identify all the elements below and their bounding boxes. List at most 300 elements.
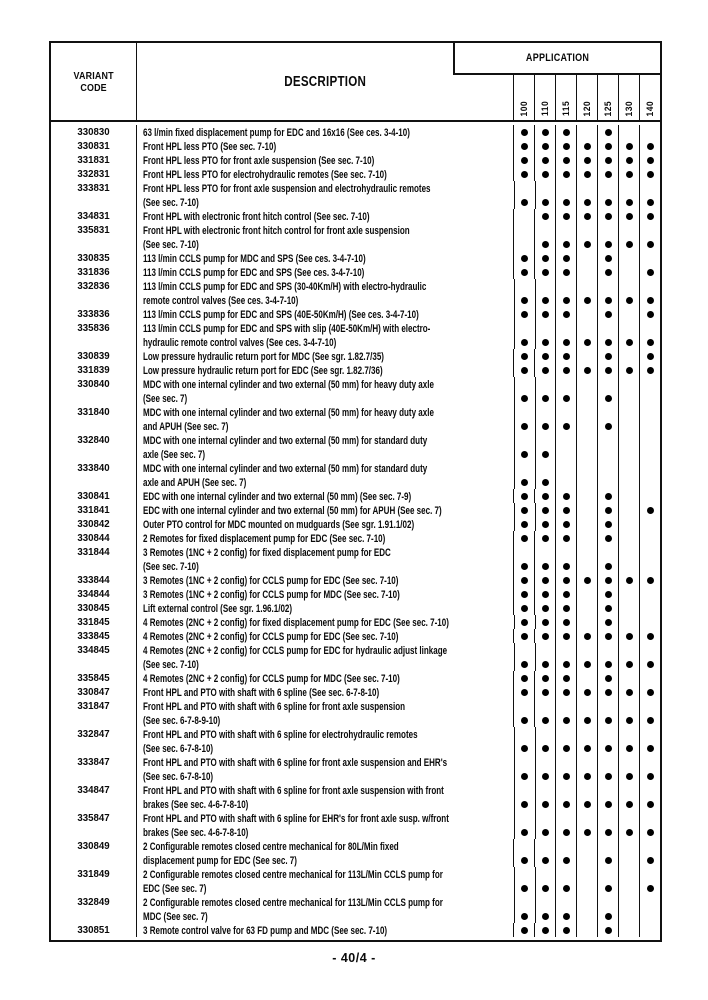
description-cell — [137, 181, 514, 209]
application-cell-100 — [513, 531, 534, 545]
application-dot — [542, 857, 549, 864]
application-cell-115 — [555, 307, 576, 321]
application-cell-120 — [576, 377, 597, 405]
application-dot — [605, 885, 612, 892]
variant-code-cell — [51, 321, 137, 349]
description-line: 2 Configurable remotes closed centre mechanical for 80L/Min fixed — [142, 841, 399, 853]
application-cell-100 — [513, 587, 534, 601]
application-cell-120 — [576, 783, 597, 811]
app-column-label: 120 — [581, 100, 593, 117]
description-cell — [137, 279, 514, 307]
variant-code-value: 333845 — [77, 630, 110, 642]
application-dot — [647, 157, 654, 164]
application-dot — [563, 717, 570, 724]
variant-code-cell — [51, 489, 137, 503]
application-dot — [521, 493, 528, 500]
application-dot — [563, 423, 570, 430]
application-cell-125 — [597, 671, 618, 685]
application-cell-110 — [534, 545, 555, 573]
table-row — [51, 209, 660, 223]
table-row — [51, 223, 660, 251]
application-cell-115 — [555, 685, 576, 699]
description-line: Front HPL with electronic front hitch control for front axle suspension — [142, 225, 410, 237]
application-cell-110 — [535, 321, 556, 349]
application-dot — [563, 675, 570, 682]
description-line: Low pressure hydraulic return port for MDC (See sgr. 1.82.7/35) — [142, 351, 384, 363]
description-cell — [137, 223, 513, 251]
application-dot — [647, 241, 654, 248]
application-dot — [584, 773, 591, 780]
application-dot — [521, 479, 528, 486]
application-cell-115 — [555, 167, 576, 181]
application-cell-110 — [534, 573, 555, 587]
application-dot — [521, 773, 528, 780]
application-cell-120 — [576, 895, 597, 923]
application-cell-140 — [639, 671, 660, 685]
variant-code-value: 332831 — [77, 168, 110, 180]
variant-code-value: 331847 — [77, 700, 110, 712]
application-dot — [521, 367, 528, 374]
application-dot — [605, 745, 612, 752]
application-dot — [584, 241, 591, 248]
application-cell-130 — [618, 545, 639, 573]
table-row — [51, 643, 660, 671]
application-dot — [542, 717, 549, 724]
application-cell-125 — [597, 839, 618, 867]
variant-code-value: 334845 — [77, 644, 110, 656]
application-dot — [542, 157, 549, 164]
application-dot — [584, 689, 591, 696]
variant-code-cell — [51, 643, 137, 671]
application-cell-125 — [597, 699, 618, 727]
description-line: brakes (See sec. 4-6-7-8-10) — [142, 827, 248, 839]
application-cell-110 — [535, 405, 556, 433]
application-cell-130 — [618, 209, 639, 223]
application-cell-130 — [618, 685, 639, 699]
application-cell-120 — [576, 867, 597, 895]
application-dot — [542, 563, 549, 570]
application-dot — [542, 689, 549, 696]
application-cell-125 — [597, 755, 618, 783]
application-dot — [542, 605, 549, 612]
application-cell-140 — [639, 629, 660, 643]
application-cell-140 — [639, 251, 660, 265]
variant-code-value: 331840 — [77, 406, 110, 418]
application-dot — [542, 395, 549, 402]
application-cell-130 — [618, 783, 639, 811]
application-cell-130 — [618, 503, 639, 517]
application-cell-110 — [535, 461, 556, 489]
application-dot — [605, 927, 612, 934]
application-dot — [626, 339, 633, 346]
application-cell-100 — [514, 895, 535, 923]
application-cell-100 — [514, 503, 535, 517]
application-dot — [542, 269, 549, 276]
application-cell-125 — [597, 489, 618, 503]
application-dot — [563, 563, 570, 570]
application-cell-100 — [513, 699, 534, 727]
application-cell-110 — [535, 867, 556, 895]
application-dot — [521, 675, 528, 682]
application-dot — [584, 171, 591, 178]
application-cell-125 — [597, 811, 618, 839]
application-cell-100 — [513, 251, 534, 265]
variant-code-value: 331849 — [77, 868, 110, 880]
description-cell — [137, 601, 513, 615]
description-line: axle (See sec. 7) — [142, 449, 205, 461]
description-cell — [137, 545, 513, 573]
application-cell-125 — [597, 517, 618, 531]
description-cell — [137, 923, 513, 937]
description-line: 113 l/min CCLS pump for EDC and SPS (See ces. 3-4-7-10) — [142, 267, 365, 279]
description-line: and APUH (See sec. 7) — [142, 421, 229, 433]
description-line: (See sec. 7-10) — [142, 659, 199, 671]
description-line: (See sec. 7-10) — [142, 561, 199, 573]
description-line: 2 Configurable remotes closed centre mechanical for 113L/Min CCLS pump for — [142, 869, 443, 881]
application-dot — [626, 171, 633, 178]
description-line: MDC with one internal cylinder and two external (50 mm) for standard duty — [142, 463, 427, 475]
application-cell-140 — [639, 349, 660, 363]
application-dot — [647, 269, 654, 276]
variant-code-cell — [51, 433, 137, 461]
table-row — [51, 349, 660, 363]
application-dot — [521, 157, 528, 164]
application-cell-120 — [576, 531, 597, 545]
application-dot — [542, 143, 549, 150]
application-dot — [521, 577, 528, 584]
table-row — [51, 699, 660, 727]
application-cell-125 — [597, 629, 618, 643]
variant-code-value: 332840 — [77, 434, 110, 446]
application-dot — [647, 507, 654, 514]
application-cell-130 — [618, 755, 639, 783]
application-dot — [605, 143, 612, 150]
application-cell-115 — [555, 461, 576, 489]
application-dot — [605, 297, 612, 304]
variant-code-cell — [51, 615, 137, 629]
application-cell-140 — [639, 321, 660, 349]
application-dot — [605, 521, 612, 528]
application-dot — [542, 199, 549, 206]
application-cell-115 — [555, 895, 576, 923]
description-cell — [137, 587, 513, 601]
application-cell-130 — [618, 699, 639, 727]
variant-code-cell — [51, 573, 137, 587]
application-dot — [605, 675, 612, 682]
application-dot — [542, 129, 549, 136]
application-dot — [521, 661, 528, 668]
application-cell-125 — [597, 923, 618, 937]
application-cell-125 — [597, 139, 618, 153]
application-cell-115 — [555, 349, 576, 363]
application-cell-125 — [597, 251, 618, 265]
application-dot — [605, 395, 612, 402]
description-line: Front HPL and PTO with shaft with 6 spline for EHR's for front axle susp. w/front — [142, 813, 449, 825]
application-cell-125 — [597, 727, 618, 755]
table-row — [51, 517, 660, 531]
application-cell-140 — [639, 587, 660, 601]
description-header: DESCRIPTION — [283, 73, 366, 90]
application-cell-110 — [535, 307, 556, 321]
description-line: Front HPL with electronic front hitch control (See sec. 7-10) — [142, 211, 370, 223]
application-dot — [563, 367, 570, 374]
application-dot — [605, 353, 612, 360]
application-cell-140 — [639, 867, 660, 895]
application-dot — [563, 591, 570, 598]
application-cell-100 — [514, 181, 535, 209]
application-dot — [563, 745, 570, 752]
application-dot — [542, 507, 549, 514]
application-dot — [563, 857, 570, 864]
application-cell-100 — [513, 363, 534, 377]
variant-code-value: 334844 — [77, 588, 110, 600]
description-line: displacement pump for EDC (See sec. 7) — [142, 855, 297, 867]
application-cell-125 — [597, 461, 618, 489]
description-line: Front HPL and PTO with shaft with 6 spline (See sec. 6-7-8-10) — [142, 687, 380, 699]
application-dot — [542, 367, 549, 374]
description-line: (See sec. 7-10) — [142, 197, 199, 209]
variant-code-cell — [51, 895, 137, 923]
application-cell-140 — [639, 363, 660, 377]
application-dot — [626, 297, 633, 304]
application-cell-120 — [576, 545, 597, 573]
application-dot — [605, 423, 612, 430]
table-row — [51, 923, 660, 937]
application-cell-125 — [597, 545, 618, 573]
description-line: Front HPL and PTO with shaft with 6 spline for front axle suspension and EHR's — [142, 757, 447, 769]
variant-code-cell — [51, 223, 137, 251]
application-cell-120 — [576, 139, 597, 153]
description-cell — [137, 685, 513, 699]
application-cell-115 — [555, 629, 576, 643]
application-cell-120 — [576, 755, 597, 783]
application-dot — [647, 297, 654, 304]
application-dot — [647, 311, 654, 318]
application-cell-125 — [597, 531, 618, 545]
application-dot — [626, 199, 633, 206]
variant-code-cell — [51, 839, 137, 867]
application-cell-100 — [514, 433, 535, 461]
application-cell-120 — [576, 503, 597, 517]
application-dot — [605, 241, 612, 248]
application-dot — [647, 213, 654, 220]
variant-code-value: 333844 — [77, 574, 110, 586]
application-cell-100 — [514, 615, 535, 629]
description-line: (See sec. 6-7-8-10) — [142, 771, 213, 783]
table-row — [51, 433, 660, 461]
variant-code-cell — [51, 363, 137, 377]
variant-code-value: 330844 — [77, 532, 110, 544]
application-cell-120 — [576, 811, 597, 839]
application-cell-110 — [534, 699, 555, 727]
application-cell-125 — [597, 167, 618, 181]
description-line: Front HPL less PTO for front axle suspension and electrohydraulic remotes — [142, 183, 431, 195]
description-cell — [137, 699, 513, 727]
application-dot — [542, 619, 549, 626]
application-dot — [521, 297, 528, 304]
application-dot — [521, 689, 528, 696]
application-cell-110 — [534, 671, 555, 685]
application-cell-120 — [576, 125, 597, 139]
application-cell-110 — [534, 265, 555, 279]
application-dot — [521, 521, 528, 528]
table-row — [51, 727, 660, 755]
application-cell-115 — [555, 125, 576, 139]
application-dot — [626, 745, 633, 752]
application-cell-120 — [576, 839, 597, 867]
application-cell-130 — [618, 811, 639, 839]
description-cell — [137, 895, 514, 923]
application-cell-120 — [576, 349, 597, 363]
table-row — [51, 405, 660, 433]
application-cell-130 — [618, 895, 639, 923]
application-dot — [563, 521, 570, 528]
description-line: axle and APUH (See sec. 7) — [142, 477, 246, 489]
application-dot — [542, 297, 549, 304]
variant-code-value: 330849 — [77, 840, 110, 852]
variant-code-cell — [51, 279, 137, 307]
variant-code-value: 335831 — [77, 224, 110, 236]
application-cell-130 — [618, 321, 639, 349]
application-cell-120 — [576, 321, 597, 349]
application-cell-125 — [597, 279, 618, 307]
application-dot — [584, 801, 591, 808]
description-line: 3 Remote control valve for 63 FD pump and MDC (See sec. 7-10) — [142, 925, 387, 937]
application-dot — [563, 143, 570, 150]
application-dot — [563, 269, 570, 276]
variant-code-cell — [51, 867, 137, 895]
description-cell — [137, 139, 513, 153]
app-column-label: 140 — [644, 100, 656, 117]
application-cell-125 — [597, 125, 618, 139]
description-cell — [137, 167, 513, 181]
application-cell-115 — [555, 139, 576, 153]
application-cell-125 — [597, 209, 618, 223]
application-dot — [626, 367, 633, 374]
application-cell-120 — [576, 307, 597, 321]
variant-code-value: 332836 — [77, 280, 110, 292]
variant-code-value: 330845 — [77, 602, 110, 614]
variant-code-cell — [51, 251, 137, 265]
application-dot — [563, 577, 570, 584]
application-cell-120 — [576, 167, 597, 181]
table-row — [51, 461, 660, 489]
application-cell-115 — [555, 433, 576, 461]
description-line: 113 l/min CCLS pump for EDC and SPS (30-40Km/H) with electro-hydraulic — [142, 281, 426, 293]
description-line: 4 Remotes (2NC + 2 config) for CCLS pump for EDC (See sec. 7-10) — [142, 631, 399, 643]
application-dot — [605, 311, 612, 318]
application-cell-125 — [597, 783, 618, 811]
application-cell-130 — [618, 517, 639, 531]
application-dot — [563, 829, 570, 836]
application-cell-125 — [597, 265, 618, 279]
description-cell — [137, 265, 513, 279]
description-line: Front HPL less PTO for electrohydraulic remotes (See sec. 7-10) — [142, 169, 387, 181]
application-dot — [563, 661, 570, 668]
description-line: Outer PTO control for MDC mounted on mudguards (See sgr. 1.91.1/02) — [142, 519, 414, 531]
application-cell-130 — [618, 839, 639, 867]
application-cell-100 — [514, 727, 535, 755]
table-row — [51, 377, 660, 405]
description-line: (See sec. 7) — [142, 393, 187, 405]
application-dot — [584, 661, 591, 668]
description-line: 2 Configurable remotes closed centre mechanical for 113L/Min CCLS pump for — [142, 897, 443, 909]
application-dot — [563, 241, 570, 248]
application-dot — [542, 311, 549, 318]
application-cell-140 — [639, 895, 660, 923]
application-cell-115 — [555, 405, 576, 433]
application-dot — [563, 311, 570, 318]
description-cell — [137, 867, 514, 895]
application-cell-140 — [639, 167, 660, 181]
table-row — [51, 545, 660, 573]
application-cell-120 — [576, 181, 597, 209]
application-dot — [605, 493, 612, 500]
application-dot — [521, 801, 528, 808]
application-cell-140 — [639, 517, 660, 531]
application-cell-100 — [513, 125, 534, 139]
application-dot — [584, 633, 591, 640]
application-dot — [563, 927, 570, 934]
application-dot — [521, 717, 528, 724]
application-cell-110 — [535, 279, 556, 307]
application-cell-125 — [597, 643, 618, 671]
application-dot — [542, 241, 549, 248]
application-cell-140 — [639, 755, 660, 783]
table-row — [51, 531, 660, 545]
application-cell-115 — [555, 279, 576, 307]
application-cell-115 — [555, 209, 576, 223]
application-dot — [626, 661, 633, 668]
application-dot — [563, 535, 570, 542]
application-dot — [563, 619, 570, 626]
application-cell-115 — [555, 839, 576, 867]
description-cell — [137, 363, 513, 377]
application-cell-140 — [639, 923, 660, 937]
application-cell-100 — [513, 601, 534, 615]
application-cell-120 — [576, 517, 597, 531]
application-cell-110 — [534, 685, 555, 699]
variant-code-value: 330839 — [77, 350, 110, 362]
application-cell-110 — [534, 363, 555, 377]
application-dot — [563, 773, 570, 780]
table-row — [51, 601, 660, 615]
application-dot — [521, 171, 528, 178]
application-dot — [542, 353, 549, 360]
table-row — [51, 839, 660, 867]
application-cell-130 — [618, 377, 639, 405]
description-line: 113 l/min CCLS pump for EDC and SPS with slip (40E-50Km/H) with electro- — [142, 323, 430, 335]
variant-code-header-line1: VARIANT — [73, 69, 114, 82]
variant-code-value: 335847 — [77, 812, 110, 824]
description-cell — [137, 349, 513, 363]
application-cell-120 — [576, 615, 597, 629]
table-row — [51, 587, 660, 601]
application-cell-110 — [534, 139, 555, 153]
application-cell-100 — [514, 307, 535, 321]
application-dot — [521, 339, 528, 346]
table-row — [51, 125, 660, 139]
application-cell-115 — [555, 587, 576, 601]
application-cell-115 — [555, 615, 576, 629]
application-cell-100 — [514, 811, 535, 839]
variant-code-cell — [51, 727, 137, 755]
application-cell-110 — [534, 209, 555, 223]
application-dot — [647, 171, 654, 178]
description-line: 113 l/min CCLS pump for MDC and SPS (See ces. 3-4-7-10) — [142, 253, 366, 265]
application-cell-140 — [639, 181, 660, 209]
application-dot — [521, 563, 528, 570]
